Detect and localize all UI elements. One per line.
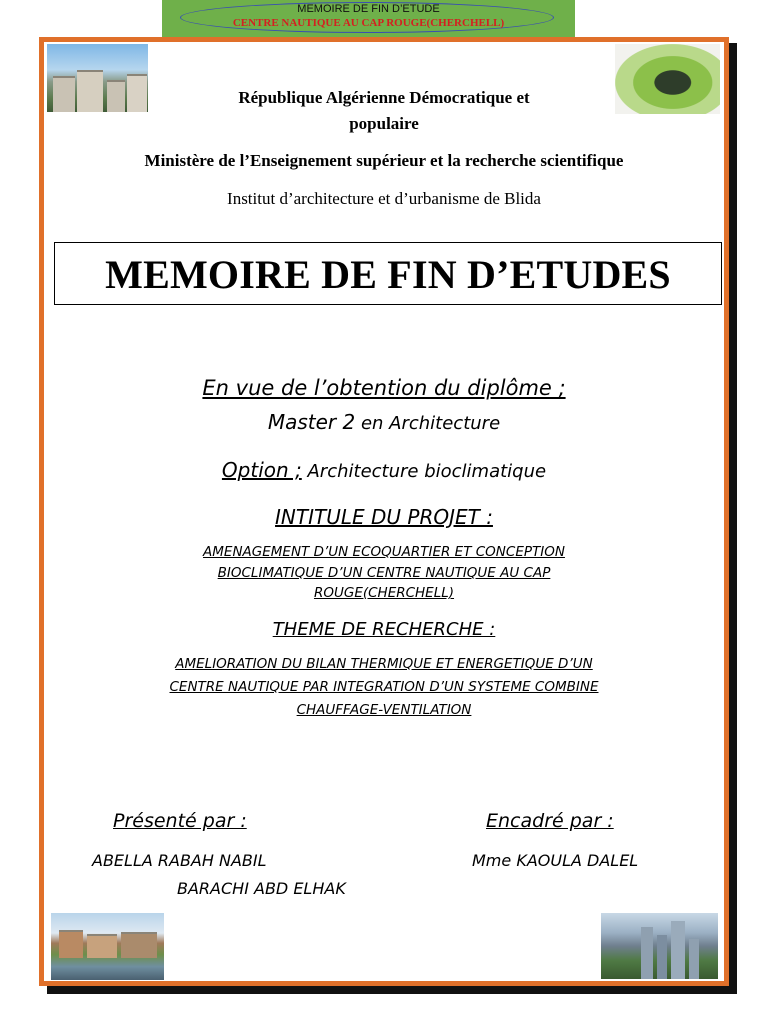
supervised-by-label: Encadré par : [486, 810, 614, 832]
diploma-degree [0, 410, 768, 434]
title-box [54, 242, 722, 305]
header-line2: CENTRE NAUTIQUE AU CAP ROUGE(CHERCHELL) [232, 17, 505, 29]
document-title: MEMOIRE DE FIN D’ETUDES [105, 252, 671, 297]
diploma-option [0, 458, 768, 482]
author-name-2: BARACHI ABD ELHAK [177, 879, 346, 898]
ministry-line: Ministère de l’Enseignement supérieur et la recherche scientifique [144, 151, 624, 170]
research-line2: CENTRE NAUTIQUE PAR INTEGRATION D’UN SYSTEME COMBINE [169, 679, 599, 695]
header-banner [162, 0, 575, 37]
project-line1: AMENAGEMENT D’UN ECOQUARTIER ET CONCEPTION [203, 544, 565, 560]
photo-bottom-left [51, 913, 164, 980]
institute-line: Institut d’architecture et d’urbanisme de Blida [227, 189, 541, 208]
degree-prefix: Master 2 [267, 410, 356, 434]
republic-line1: République Algérienne Démocratique et [238, 88, 530, 107]
project-line3: ROUGE(CHERCHELL) [313, 585, 455, 601]
project-line2: BIOCLIMATIQUE D’UN CENTRE NAUTIQUE AU CAP [217, 565, 551, 581]
option-value: Architecture bioclimatique [301, 461, 547, 482]
author-name-1: ABELLA RABAH NABIL [92, 851, 267, 870]
header-line1: MEMOIRE DE FIN D’ETUDE [297, 3, 440, 15]
research-line3: CHAUFFAGE-VENTILATION [296, 702, 472, 718]
republic-line2: populaire [349, 114, 419, 133]
project-heading: INTITULE DU PROJET : [275, 505, 493, 529]
presented-by-label: Présenté par : [113, 810, 247, 832]
research-heading: THEME DE RECHERCHE : [272, 619, 496, 640]
option-label: Option ; [221, 458, 302, 482]
photo-bottom-right [601, 913, 718, 979]
research-line1: AMELIORATION DU BILAN THERMIQUE ET ENERGETIQUE D’UN [175, 656, 593, 672]
supervisor-name: Mme KAOULA DALEL [472, 851, 639, 870]
degree-suffix: en Architecture [355, 413, 501, 434]
diploma-intro: En vue de l’obtention du diplôme ; [202, 376, 566, 400]
